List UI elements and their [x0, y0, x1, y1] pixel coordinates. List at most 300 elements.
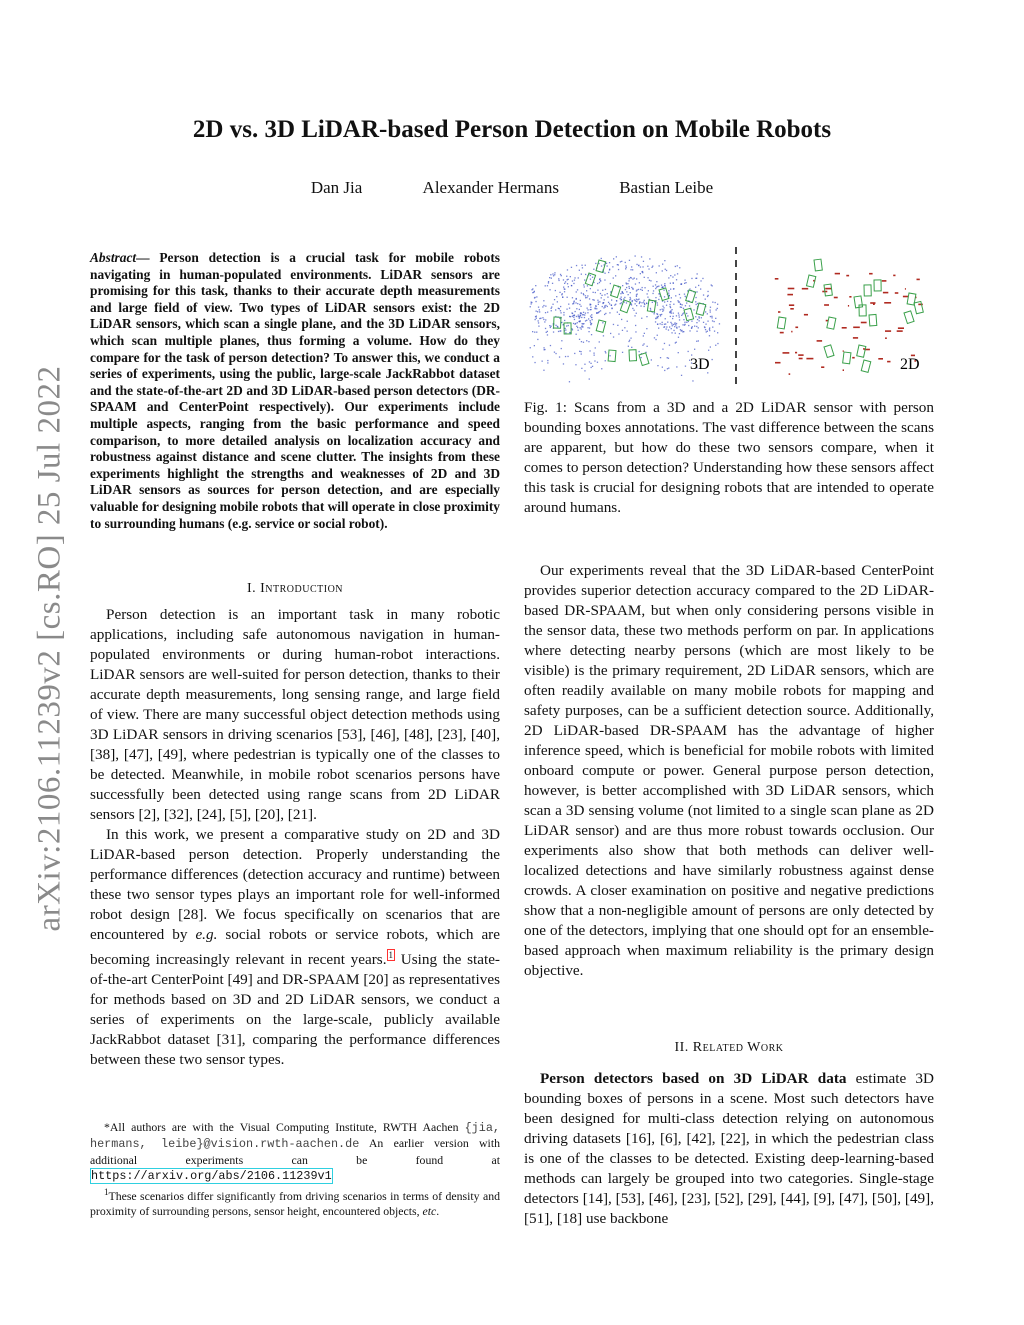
point [710, 310, 711, 311]
paragraph: Person detection is an important task in many robotic applications, including safe autonomous navigation in human-populated environments or during human-robot interactions. LiDAR sensors are well-suited for person detection, thanks to their accurate depth measurements, long sensing range, and large field of view. There are many successful object detection methods using 3D LiDAR sensors in driving scenarios [53], [46], [48], [23], [40], [38], [47], [49], where pedestrian is typically one of the classes to be detected. Meanwhile, in mobile robot scenarios persons have successfully been detected using range scans from 2D LiDAR sensors [2], [32], [24], [5], [20], [21]. [90, 606, 500, 823]
point [549, 325, 550, 326]
point [567, 279, 568, 280]
point [619, 314, 620, 315]
point [558, 308, 559, 309]
point [695, 297, 696, 298]
point [542, 361, 543, 362]
point [632, 289, 633, 290]
point [536, 311, 537, 312]
point [579, 318, 580, 319]
bounding-box [608, 350, 616, 362]
point [574, 280, 575, 281]
point [656, 313, 657, 314]
point [634, 278, 635, 279]
point [642, 345, 643, 346]
point [580, 313, 581, 314]
point [554, 272, 555, 273]
point [897, 330, 903, 332]
point [580, 315, 581, 316]
point [604, 294, 605, 295]
point [660, 323, 661, 324]
point [679, 316, 680, 317]
point [668, 358, 669, 359]
point [717, 332, 718, 333]
point [707, 291, 708, 292]
point [639, 301, 640, 302]
point [601, 297, 602, 298]
point [539, 318, 540, 319]
point [704, 327, 705, 328]
point [712, 359, 713, 360]
text: These scenarios differ significantly from driving scenarios in terms of density and proximity of surrounding persons, sensor height, encountered objects, [90, 1188, 500, 1218]
point [695, 316, 696, 317]
point [903, 296, 908, 298]
point [673, 324, 674, 325]
point [887, 361, 890, 363]
point [585, 274, 586, 275]
point [662, 322, 663, 323]
point [846, 275, 849, 277]
point [581, 317, 582, 318]
point [606, 263, 607, 264]
point [584, 279, 585, 280]
point [568, 325, 569, 326]
point [715, 318, 716, 319]
point [648, 268, 649, 269]
point [671, 328, 672, 329]
point [555, 290, 556, 291]
point [780, 332, 784, 334]
point [590, 363, 591, 364]
bounding-box [639, 353, 649, 366]
point [662, 367, 663, 368]
point [883, 292, 888, 294]
point [543, 319, 544, 320]
point [701, 317, 702, 318]
point [716, 309, 717, 310]
point [563, 279, 564, 280]
point [600, 293, 601, 294]
abstract-label: Abstract [90, 250, 137, 265]
point [571, 312, 572, 313]
point [689, 305, 690, 306]
point [895, 292, 899, 294]
point [714, 321, 715, 322]
point [607, 297, 608, 298]
paragraph [524, 1069, 934, 1229]
point [592, 277, 593, 278]
point [710, 307, 711, 308]
figure-1 [524, 245, 944, 390]
point [717, 343, 718, 344]
point [579, 309, 580, 310]
point [567, 269, 568, 270]
point [662, 264, 663, 265]
point [547, 334, 548, 335]
bounding-box [814, 259, 822, 271]
point [531, 289, 532, 290]
point [703, 294, 704, 295]
point [679, 319, 680, 320]
point [709, 330, 710, 331]
point [647, 277, 648, 278]
point [647, 346, 648, 347]
point [684, 283, 685, 284]
point [667, 322, 668, 323]
point [535, 319, 536, 320]
point [646, 303, 647, 304]
point [660, 314, 661, 315]
bounding-box [827, 317, 836, 329]
point [861, 322, 867, 324]
point [565, 356, 566, 357]
point [624, 327, 625, 328]
point [581, 328, 582, 329]
point [543, 370, 544, 371]
point [775, 278, 779, 280]
point [594, 300, 595, 301]
point [699, 320, 700, 321]
point [577, 322, 578, 323]
point [673, 313, 674, 314]
point [636, 305, 637, 306]
point [576, 291, 577, 292]
point [558, 278, 559, 279]
point [683, 319, 684, 320]
point [652, 266, 653, 267]
point [551, 308, 552, 309]
point [654, 313, 655, 314]
point [543, 347, 544, 348]
point [532, 331, 533, 332]
point [670, 301, 671, 302]
figure-caption: Fig. 1: Scans from a 3D and a 2D LiDAR sensor with person bounding boxes annotations. The vast difference between the scans are apparent, but how do these two sensors compare, when it comes to person detection? Understanding how these sensors affect this task is crucial for designing robots that are intended to operate around humans. [524, 399, 934, 516]
point [682, 304, 683, 305]
text: estimate 3D bounding boxes of persons in a scene. Most such detectors have been designed for multi-class detection relying on autonomous driving datasets [16], [6], [42], [22], in which the pedestrian class is one of the classes to be detected. Existing deep-learning-based methods can largely be grouped into two categories. Single-stage detectors [14], [53], [46], [23], [52], [29], [44], [9], [47], [50], [49], [51], [18] use backbone [524, 1070, 934, 1227]
point [684, 280, 685, 281]
point [590, 322, 591, 323]
point [610, 283, 611, 284]
point [848, 305, 849, 307]
point [549, 289, 550, 290]
point [551, 306, 552, 307]
point [905, 288, 906, 290]
point [585, 297, 586, 298]
point [853, 337, 858, 339]
point [627, 283, 628, 284]
point [791, 331, 792, 333]
point [598, 304, 599, 305]
point [641, 271, 642, 272]
point [691, 278, 692, 279]
point [640, 273, 641, 274]
point [632, 278, 633, 279]
point [546, 332, 547, 333]
point [588, 341, 589, 342]
point [684, 322, 685, 323]
point [586, 340, 587, 341]
bounding-box [777, 317, 786, 329]
point [663, 309, 664, 310]
point [538, 322, 539, 323]
point [550, 327, 551, 328]
point [613, 258, 614, 259]
point [535, 285, 536, 286]
point [575, 311, 576, 312]
point [824, 304, 829, 306]
introduction-body [90, 605, 500, 1070]
point [587, 309, 588, 310]
point [664, 296, 665, 297]
point [573, 323, 574, 324]
point [543, 300, 544, 301]
point [639, 351, 640, 352]
point [681, 315, 682, 316]
point [531, 303, 532, 304]
arxiv-link[interactable]: https://arxiv.org/abs/2106.11239v1 [91, 1169, 332, 1184]
point [641, 357, 642, 358]
point [537, 311, 538, 312]
point [550, 326, 551, 327]
point [587, 327, 588, 328]
point [657, 302, 658, 303]
intro-continued [524, 561, 934, 981]
point [707, 321, 708, 322]
point [584, 286, 585, 287]
point [627, 321, 628, 322]
paragraph [90, 825, 500, 1070]
bounding-box [869, 314, 877, 326]
point [631, 277, 632, 278]
point [711, 316, 712, 317]
point [842, 327, 847, 329]
point [670, 307, 671, 308]
point [641, 318, 642, 319]
point [709, 329, 710, 330]
point [604, 299, 605, 300]
point [616, 256, 617, 257]
point [554, 274, 555, 275]
point [685, 366, 686, 367]
point [869, 273, 873, 275]
point [542, 317, 543, 318]
point [574, 315, 575, 316]
point [564, 291, 565, 292]
point [573, 283, 574, 284]
section-heading-introduction: I. Introduction [246, 581, 344, 596]
point [582, 323, 583, 324]
point [674, 324, 675, 325]
point [578, 316, 579, 317]
point [600, 310, 601, 311]
point [579, 270, 580, 271]
point [622, 292, 623, 293]
point [617, 325, 618, 326]
point [538, 320, 539, 321]
point [638, 265, 639, 266]
point [636, 313, 637, 314]
point [615, 304, 616, 305]
point [542, 306, 543, 307]
point [686, 302, 687, 303]
point [717, 308, 718, 309]
point [532, 356, 533, 357]
point [664, 283, 665, 284]
point [590, 288, 591, 289]
point [711, 317, 712, 318]
point [544, 321, 545, 322]
point [659, 265, 660, 266]
point [674, 322, 675, 323]
point [700, 288, 701, 289]
point [658, 328, 659, 329]
point [664, 343, 665, 344]
point [555, 309, 556, 310]
point [631, 266, 632, 267]
point [683, 308, 684, 309]
point [547, 285, 548, 286]
point [679, 267, 680, 268]
footnote-link[interactable]: 1 [388, 950, 394, 960]
point [668, 277, 669, 278]
bounding-box [696, 303, 706, 315]
point [587, 312, 588, 313]
section-heading-related-work: II. Related Work [674, 1040, 784, 1055]
point [548, 281, 549, 282]
bounding-box [596, 260, 606, 272]
bounding-box [806, 275, 815, 287]
point [545, 328, 546, 329]
point [678, 352, 679, 353]
author: Alexander Hermans [422, 178, 559, 197]
point [664, 285, 665, 286]
point [579, 339, 580, 340]
point [625, 265, 626, 266]
point [658, 286, 659, 287]
point [559, 356, 560, 357]
point [640, 266, 641, 267]
point [535, 301, 536, 302]
point [627, 331, 628, 332]
point [574, 324, 575, 325]
point [626, 302, 627, 303]
point [569, 381, 570, 382]
point [534, 345, 535, 346]
point [566, 276, 567, 277]
point [561, 275, 562, 276]
point [605, 313, 606, 314]
point [710, 311, 711, 312]
point [662, 309, 663, 310]
point [545, 306, 546, 307]
point [572, 303, 573, 304]
point [532, 292, 533, 293]
point [893, 275, 895, 277]
point [655, 297, 656, 298]
point [658, 299, 659, 300]
bounding-box [824, 345, 834, 358]
point [592, 299, 593, 300]
point [558, 331, 559, 332]
point [632, 308, 633, 309]
point [583, 294, 584, 295]
point [834, 297, 838, 299]
point [696, 304, 697, 305]
text: In this work, we present a comparative study on 2D and 3D LiDAR-based person detection. Properly understanding the performance differences (detection accuracy and runtime) between these two sensor types plays an important role for well-informed robot design [28]. We focus specifically on scenarios that are encountered by [90, 826, 500, 943]
point [698, 285, 699, 286]
point [564, 320, 565, 321]
point [646, 316, 647, 317]
point [665, 318, 666, 319]
point [587, 295, 588, 296]
point [647, 297, 648, 298]
point [695, 287, 696, 288]
point [622, 330, 623, 331]
point [565, 281, 566, 282]
point [588, 318, 589, 319]
point [639, 282, 640, 283]
point [682, 313, 683, 314]
point [686, 313, 687, 314]
point [817, 340, 823, 342]
point [579, 351, 580, 352]
point [677, 265, 678, 266]
point [623, 298, 624, 299]
point [589, 361, 590, 362]
point [618, 264, 619, 265]
point [559, 292, 560, 293]
point [679, 333, 680, 334]
point [651, 359, 652, 360]
point [605, 351, 606, 352]
point [634, 299, 635, 300]
paragraph-lead: Person detectors based on 3D LiDAR data [540, 1070, 847, 1087]
point [674, 274, 675, 275]
point [632, 301, 633, 302]
point [668, 368, 669, 369]
point [628, 346, 629, 347]
point [554, 352, 555, 353]
point [679, 294, 680, 295]
point [575, 364, 576, 365]
point [681, 284, 682, 285]
point [601, 295, 602, 296]
point [708, 350, 709, 351]
point [626, 287, 627, 288]
author-list [0, 178, 1024, 198]
point [602, 290, 603, 291]
point [675, 333, 676, 334]
point [671, 309, 672, 310]
point [684, 325, 685, 326]
point [545, 285, 546, 286]
point [590, 320, 591, 321]
point [567, 297, 568, 298]
point [603, 302, 604, 303]
point [536, 296, 537, 297]
point [657, 324, 658, 325]
point [641, 302, 642, 303]
point [574, 319, 575, 320]
point [653, 290, 654, 291]
point [557, 301, 558, 302]
point [673, 288, 674, 289]
point [563, 363, 564, 364]
point [579, 304, 580, 305]
point [689, 288, 690, 289]
point [629, 340, 630, 341]
point [572, 329, 573, 330]
